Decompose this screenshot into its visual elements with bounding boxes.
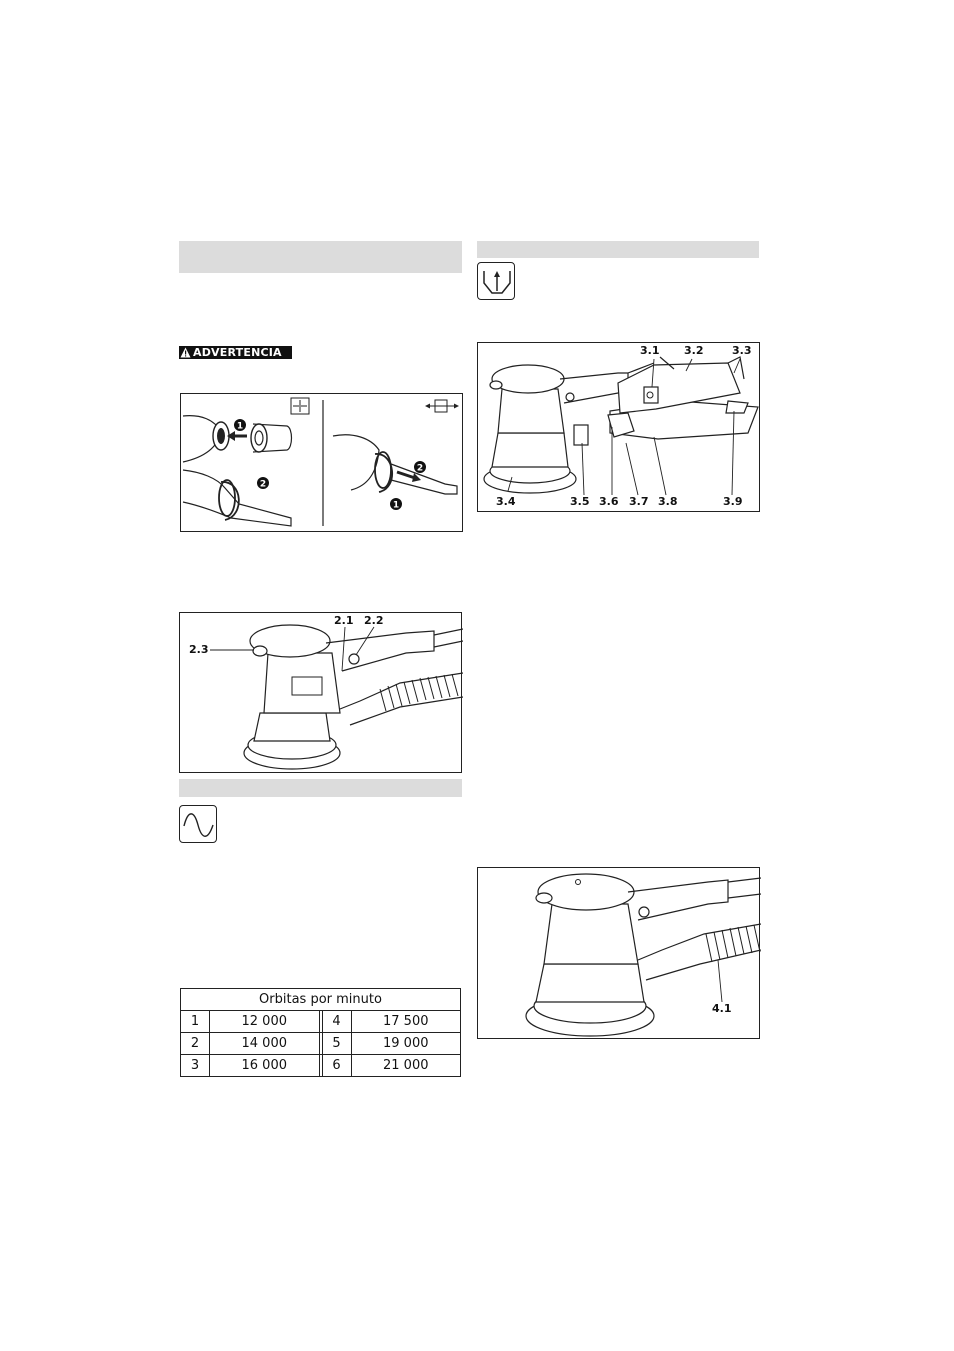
callout-3-8: 3.8	[658, 495, 678, 508]
figure-hose-attached	[477, 867, 760, 1039]
warning-label: ADVERTENCIA	[193, 346, 282, 359]
step-badge: 2	[416, 463, 424, 474]
callout-3-7: 3.7	[629, 495, 649, 508]
value-cell: 17 500	[351, 1011, 461, 1033]
callout-2-1: 2.1	[334, 614, 354, 627]
table-row	[181, 1055, 461, 1077]
callout-3-6: 3.6	[599, 495, 619, 508]
callout-3-9: 3.9	[723, 495, 743, 508]
step-cell: 4	[322, 1011, 351, 1033]
table-row	[181, 1033, 461, 1055]
figure-hose-connection	[180, 393, 463, 532]
warning-triangle-icon	[180, 347, 191, 358]
speed-table	[180, 988, 461, 1077]
section-bar-left-middle	[179, 779, 462, 797]
warning-badge	[179, 346, 292, 359]
value-cell: 16 000	[210, 1055, 320, 1077]
step-cell: 5	[322, 1033, 351, 1055]
section-bar-right-top	[477, 241, 759, 258]
speed-control-icon	[179, 805, 217, 843]
table-row	[181, 1011, 461, 1033]
value-cell: 19 000	[351, 1033, 461, 1055]
callout-3-5: 3.5	[570, 495, 590, 508]
callout-3-3: 3.3	[732, 344, 752, 357]
step-cell: 6	[322, 1055, 351, 1077]
value-cell: 14 000	[210, 1033, 320, 1055]
step-cell: 1	[181, 1011, 210, 1033]
step-badge: 2	[259, 479, 267, 490]
callout-2-3: 2.3	[189, 643, 209, 656]
callout-3-4: 3.4	[496, 495, 516, 508]
step-badge: 1	[236, 421, 244, 432]
dust-extraction-icon	[477, 262, 515, 300]
step-badge: 1	[392, 500, 400, 511]
callout-3-2: 3.2	[684, 344, 704, 357]
step-cell: 3	[181, 1055, 210, 1077]
callout-4-1: 4.1	[712, 1002, 732, 1015]
figure-machine-overview	[179, 612, 462, 773]
callout-3-1: 3.1	[640, 344, 660, 357]
value-cell: 21 000	[351, 1055, 461, 1077]
figure-dust-box	[477, 342, 760, 512]
value-cell: 12 000	[210, 1011, 320, 1033]
callout-2-2: 2.2	[364, 614, 384, 627]
speed-table-header: Orbitas por minuto	[181, 989, 461, 1011]
section-bar-left-top	[179, 241, 462, 273]
step-cell: 2	[181, 1033, 210, 1055]
